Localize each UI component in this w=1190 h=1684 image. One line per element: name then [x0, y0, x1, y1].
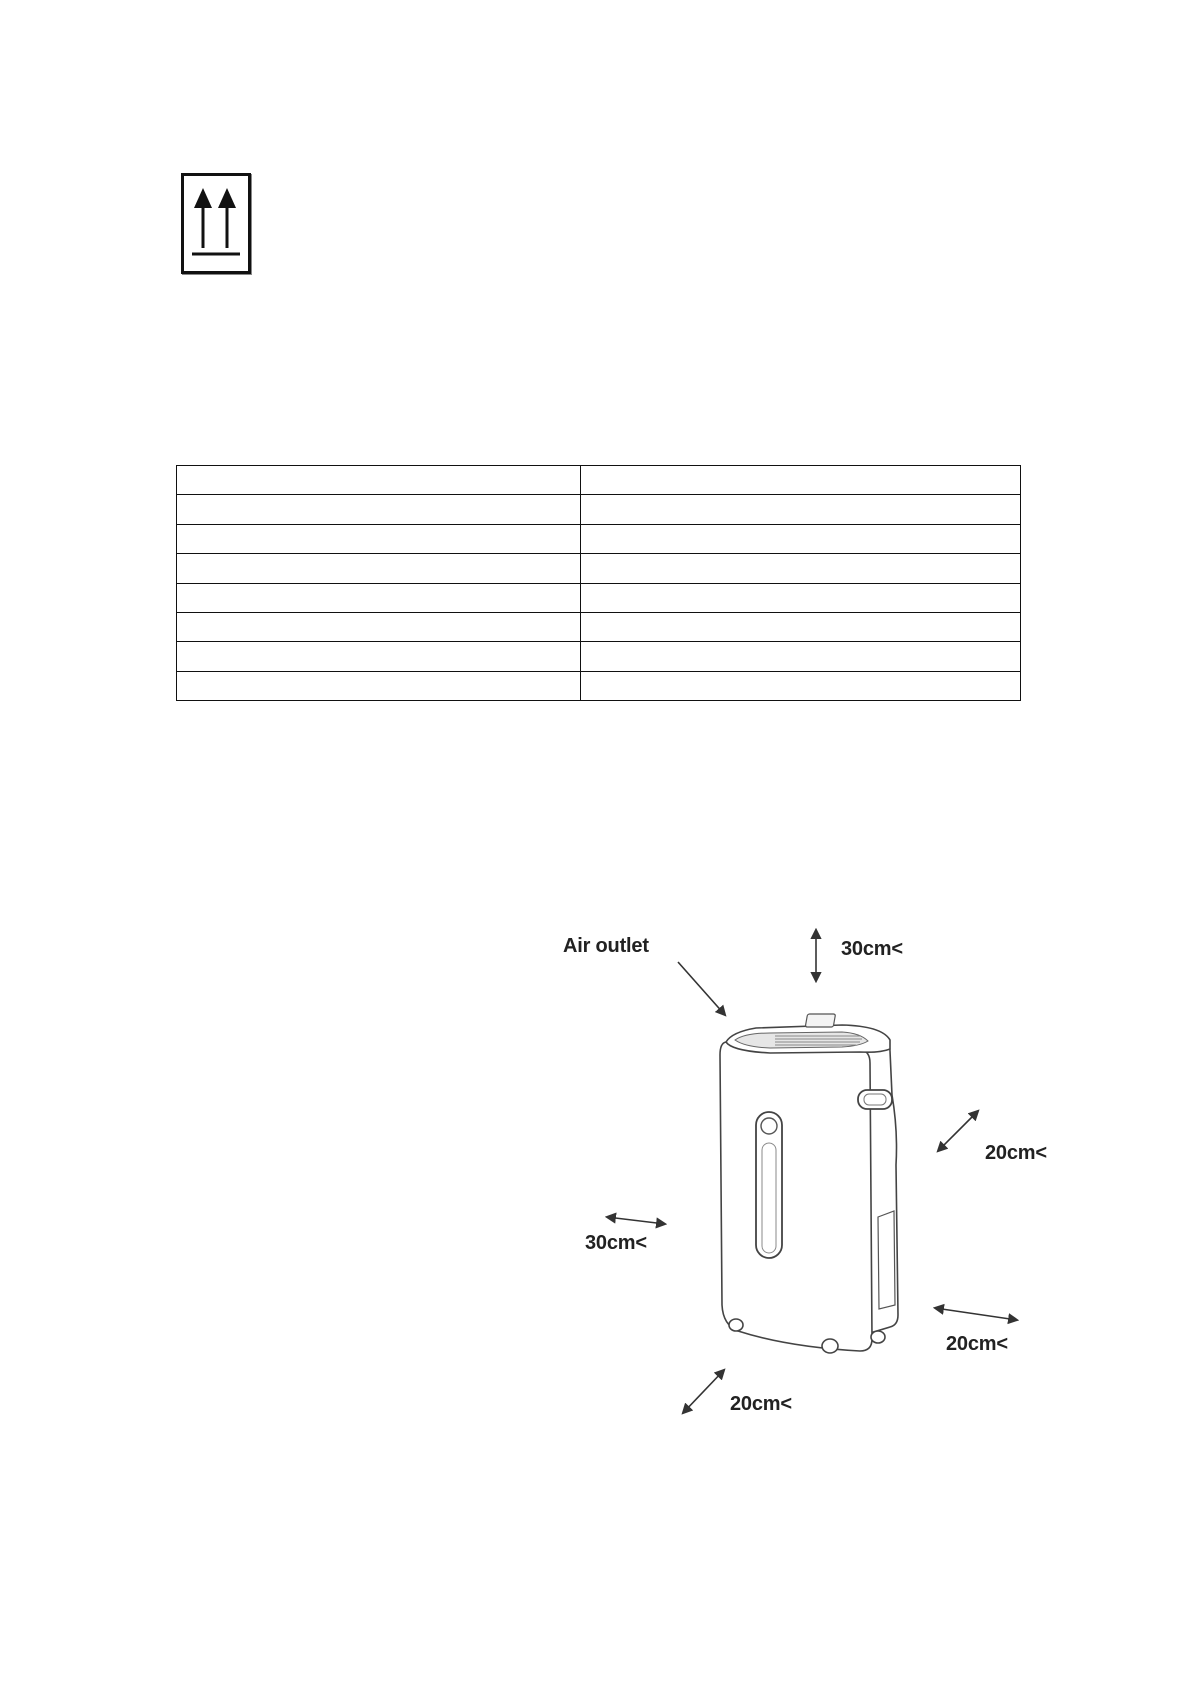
table-row	[177, 583, 1021, 612]
rear-clearance-arrow	[935, 1308, 1017, 1320]
specification-table	[176, 465, 1021, 701]
table-row	[177, 612, 1021, 641]
table-cell	[177, 554, 581, 583]
up-arrows-icon	[184, 176, 248, 271]
table-cell	[581, 466, 1021, 495]
right-clearance-label: 20cm<	[985, 1142, 1047, 1164]
rear-clearance-label: 20cm<	[946, 1333, 1008, 1355]
dehumidifier-unit	[720, 1014, 898, 1353]
table-row	[177, 642, 1021, 671]
table-row	[177, 466, 1021, 495]
table-cell	[177, 642, 581, 671]
air-outlet-pointer	[678, 962, 725, 1015]
table-row	[177, 524, 1021, 553]
top-clearance-label: 30cm<	[841, 938, 903, 960]
table-cell	[177, 524, 581, 553]
dehumidifier-illustration	[560, 915, 1100, 1445]
table-cell	[581, 495, 1021, 524]
table-row	[177, 671, 1021, 700]
table-cell	[581, 583, 1021, 612]
clearance-diagram	[560, 915, 1100, 1445]
front-clearance-arrow	[683, 1370, 724, 1413]
table-row	[177, 554, 1021, 583]
left-clearance-label: 30cm<	[585, 1232, 647, 1254]
table-cell	[581, 642, 1021, 671]
table-cell	[177, 671, 581, 700]
table-cell	[581, 554, 1021, 583]
front-clearance-label: 20cm<	[730, 1393, 792, 1415]
left-clearance-arrow	[607, 1217, 665, 1224]
table-cell	[581, 612, 1021, 641]
table-cell	[177, 466, 581, 495]
table-cell	[177, 495, 581, 524]
air-outlet-label: Air outlet	[563, 935, 649, 957]
table-cell	[581, 524, 1021, 553]
right-clearance-arrow	[938, 1111, 978, 1151]
table-row	[177, 495, 1021, 524]
table-cell	[177, 612, 581, 641]
table-cell	[581, 671, 1021, 700]
this-way-up-symbol	[181, 173, 251, 274]
table-cell	[177, 583, 581, 612]
